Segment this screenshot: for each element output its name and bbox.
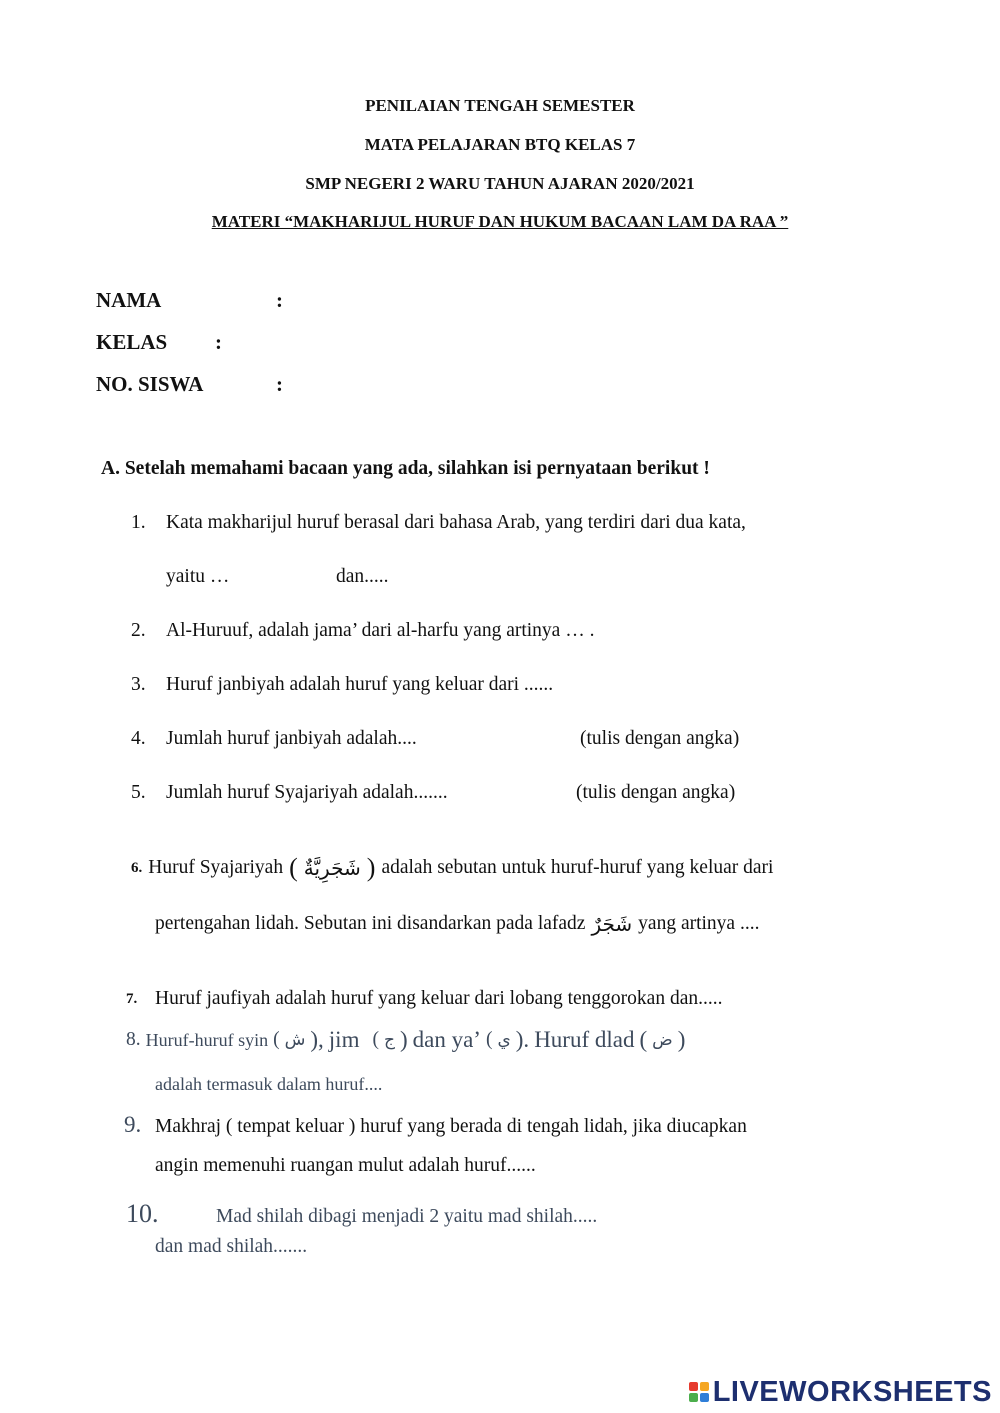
- q8-paren-4: (: [639, 1027, 648, 1052]
- q8-paren-2: (: [372, 1029, 379, 1050]
- q8-huruf-dlad: Huruf dlad: [534, 1027, 635, 1052]
- subject-line: MATA PELAJARAN BTQ KELAS 7: [364, 135, 636, 154]
- q8-sep-2: ): [399, 1027, 408, 1052]
- q6-paren-close: ): [366, 853, 376, 882]
- q8-number: 8.: [126, 1029, 141, 1050]
- class-colon: :: [215, 330, 222, 354]
- q4-note: (tulis dengan angka): [580, 728, 740, 749]
- logo-tile-4: [700, 1393, 709, 1402]
- q6-line2: [155, 912, 759, 936]
- q3-text: Huruf janbiyah adalah huruf yang keluar dari ......: [166, 674, 554, 695]
- q8-line2: adalah termasuk dalam huruf....: [155, 1074, 383, 1094]
- q9-line2: angin memenuhi ruangan mulut adalah huruf......: [155, 1155, 536, 1176]
- q6-line2-post: yang artinya ....: [638, 913, 760, 934]
- q8-pre: Huruf-huruf syin: [145, 1029, 269, 1050]
- q3-number: 3.: [131, 674, 146, 695]
- q8-arabic-syin: ش: [284, 1030, 306, 1050]
- q1-text: Kata makharijul huruf berasal dari bahasa Arab, yang terdiri dari dua kata,: [166, 512, 746, 533]
- q5-text: Jumlah huruf Syajariyah adalah.......: [166, 782, 448, 803]
- material-line: MATERI “MAKHARIJUL HURUF DAN HUKUM BACAAN LAM DA RAA ”: [211, 212, 789, 231]
- q6-paren-open: (: [289, 853, 298, 882]
- q6-arabic-word: شَجَرِيَّةٌ: [303, 856, 361, 880]
- q8-sep-1: ),: [310, 1027, 324, 1052]
- q2-number: 2.: [131, 620, 146, 641]
- q8-line1: [126, 1027, 685, 1053]
- q2-text: Al-Huruuf, adalah jama’ dari al-harfu yang artinya … .: [166, 620, 595, 641]
- q1-number: 1.: [131, 512, 146, 533]
- q5-number: 5.: [131, 782, 146, 803]
- q8-arabic-ya: ي: [497, 1030, 511, 1050]
- q9-number: 9.: [124, 1112, 142, 1137]
- q4-number: 4.: [131, 728, 146, 749]
- q8-arabic-jim: ج: [383, 1030, 395, 1050]
- school-line: SMP NEGERI 2 WARU TAHUN AJARAN 2020/2021: [305, 174, 695, 193]
- q10-number: 10.: [126, 1199, 159, 1228]
- q1-part-a: yaitu …: [166, 566, 230, 587]
- q7-number: 7.: [126, 991, 138, 1007]
- exam-title: PENILAIAN TENGAH SEMESTER: [365, 96, 635, 115]
- q8-paren-1: (: [273, 1029, 280, 1050]
- q6-number: 6.: [131, 859, 143, 876]
- q10-line2: dan mad shilah.......: [155, 1236, 308, 1257]
- logo-tile-1: [689, 1382, 698, 1391]
- logo-text: LIVEWORKSHEETS: [712, 1375, 992, 1408]
- q6-line2-pre: pertengahan lidah. Sebutan ini disandarkan pada lafadz: [155, 913, 586, 934]
- q7-text: Huruf jaufiyah adalah huruf yang keluar dari lobang tenggorokan dan.....: [155, 988, 723, 1009]
- section-a-title: A. Setelah memahami bacaan yang ada, silahkan isi pernyataan berikut !: [101, 458, 710, 479]
- q6-post: adalah sebutan untuk huruf-huruf yang keluar dari: [381, 857, 774, 878]
- q1-part-b: dan.....: [336, 566, 389, 587]
- logo-tile-2: [700, 1382, 709, 1391]
- q8-paren-3: (: [485, 1029, 493, 1050]
- q6-line2-arabic: شَجَرٌ: [591, 912, 633, 936]
- logo-mark-icon: [689, 1382, 709, 1402]
- q8-arabic-dlad: ض: [652, 1030, 673, 1050]
- student-no-label: NO. SISWA: [96, 372, 204, 396]
- liveworksheets-logo: [689, 1377, 992, 1407]
- q8-sep-4: ): [677, 1027, 686, 1052]
- q8-sep-3: ).: [515, 1027, 530, 1052]
- q9-line1: Makhraj ( tempat keluar ) huruf yang berada di tengah lidah, jika diucapkan: [155, 1116, 747, 1137]
- q6-pre: Huruf Syajariyah: [148, 857, 284, 878]
- logo-tile-3: [689, 1393, 698, 1402]
- q8-jim: jim: [328, 1027, 360, 1052]
- student-no-colon: :: [276, 372, 283, 396]
- name-colon: :: [276, 288, 283, 312]
- q10-line1: Mad shilah dibagi menjadi 2 yaitu mad shilah.....: [216, 1206, 598, 1227]
- class-label: KELAS: [96, 330, 168, 354]
- q4-text: Jumlah huruf janbiyah adalah....: [166, 728, 417, 749]
- q8-dan-ya: dan ya’: [412, 1027, 481, 1052]
- q6-line1: [131, 853, 773, 883]
- q5-note: (tulis dengan angka): [576, 782, 736, 803]
- name-label: NAMA: [96, 288, 162, 312]
